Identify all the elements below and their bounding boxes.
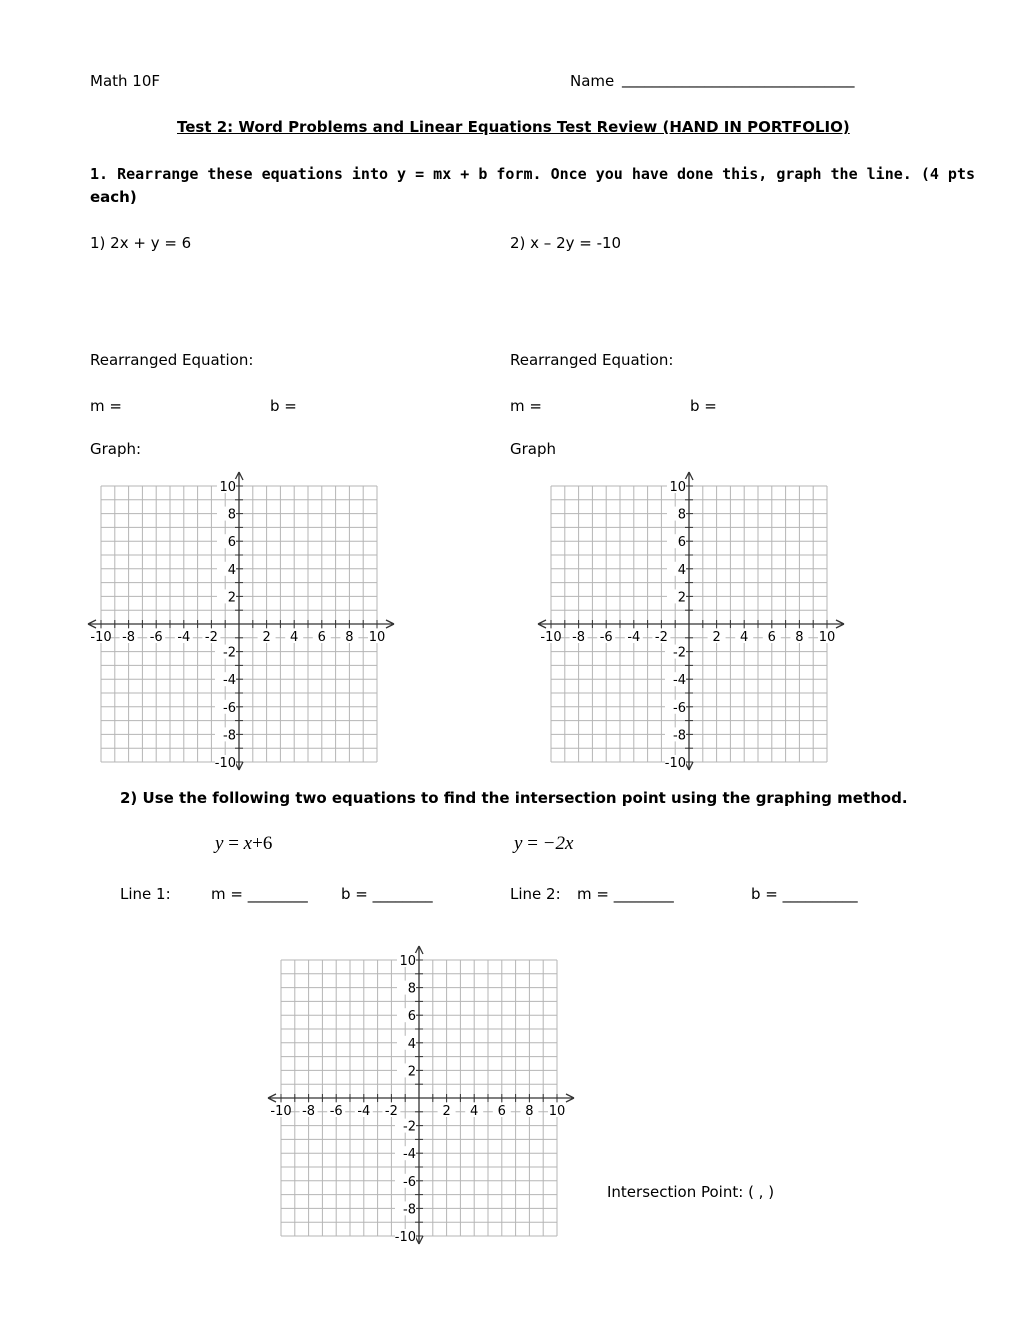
x-tick-label: -4 bbox=[357, 1104, 371, 1119]
coordinate-grid-2[interactable] bbox=[536, 470, 846, 776]
x-tick-label: 2 bbox=[712, 630, 721, 645]
rearranged-label-2: Rearranged Equation: bbox=[510, 351, 674, 369]
eq1-term1: x bbox=[243, 833, 253, 854]
x-tick-label: -4 bbox=[177, 630, 191, 645]
y-tick-label: -10 bbox=[664, 756, 686, 771]
m-label-1: m = bbox=[90, 397, 122, 415]
page-title: Test 2: Word Problems and Linear Equations Test Review (HAND IN PORTFOLIO) bbox=[177, 118, 850, 136]
y-tick-label: -10 bbox=[214, 756, 236, 771]
x-tick-label: 2 bbox=[262, 630, 271, 645]
q1-equation-1: 1) 2x + y = 6 bbox=[90, 234, 192, 252]
y-tick-label: -8 bbox=[403, 1202, 416, 1218]
x-tick-label: 10 bbox=[368, 630, 386, 645]
x-tick-label: -8 bbox=[302, 1104, 316, 1119]
graph-label-1: Graph: bbox=[90, 440, 142, 458]
y-tick-label: 2 bbox=[407, 1064, 416, 1080]
y-tick-label: 8 bbox=[677, 507, 686, 523]
y-tick-label: -10 bbox=[394, 1230, 416, 1245]
y-tick-label: 8 bbox=[407, 981, 416, 997]
x-tick-label: 4 bbox=[470, 1104, 479, 1119]
y-tick-label: -6 bbox=[403, 1174, 416, 1190]
y-tick-label: 8 bbox=[227, 507, 236, 523]
q2-equation-2 bbox=[514, 833, 573, 855]
coordinate-grid-1[interactable] bbox=[86, 470, 396, 776]
x-tick-label: 10 bbox=[818, 630, 836, 645]
rearranged-label-1: Rearranged Equation: bbox=[90, 351, 254, 369]
x-tick-label: -6 bbox=[329, 1104, 343, 1119]
x-tick-label: 6 bbox=[767, 630, 776, 645]
q1-instruction-line2: each) bbox=[90, 188, 137, 206]
x-tick-label: -2 bbox=[384, 1104, 398, 1119]
x-tick-label: 6 bbox=[497, 1104, 506, 1119]
x-tick-label: -2 bbox=[204, 630, 218, 645]
y-tick-label: 4 bbox=[677, 562, 686, 578]
x-tick-label: 4 bbox=[740, 630, 749, 645]
q2-instruction: 2) Use the following two equations to find the intersection point using the graphing method. bbox=[120, 789, 908, 807]
x-tick-label: -2 bbox=[654, 630, 668, 645]
line2-b-field[interactable]: b = __________ bbox=[751, 885, 858, 903]
x-tick-label: 2 bbox=[442, 1104, 451, 1119]
y-tick-label: 2 bbox=[227, 590, 236, 606]
grid-svg bbox=[266, 944, 576, 1246]
eq2-lhs: y bbox=[514, 833, 523, 854]
x-tick-label: 8 bbox=[345, 630, 354, 645]
y-tick-label: -4 bbox=[673, 673, 686, 689]
q1-equation-2: 2) x – 2y = -10 bbox=[510, 234, 622, 252]
y-tick-label: 6 bbox=[407, 1009, 416, 1025]
eq2-term1: −2x bbox=[542, 833, 574, 854]
y-tick-label: -8 bbox=[673, 728, 686, 744]
grid-svg bbox=[86, 470, 396, 772]
y-tick-label: 6 bbox=[677, 535, 686, 551]
eq2-equals: = bbox=[527, 833, 538, 854]
grid-svg bbox=[536, 470, 846, 772]
y-tick-label: -4 bbox=[403, 1147, 416, 1163]
graph-label-2: Graph bbox=[510, 440, 557, 458]
line1-b-field[interactable]: b = ________ bbox=[341, 885, 433, 903]
x-tick-label: -10 bbox=[90, 630, 112, 645]
line2-m-field[interactable]: m = ________ bbox=[577, 885, 674, 903]
y-tick-label: -4 bbox=[223, 673, 236, 689]
y-tick-label: -8 bbox=[223, 728, 236, 744]
y-tick-label: 4 bbox=[407, 1036, 416, 1052]
b-label-1: b = bbox=[270, 397, 297, 415]
y-tick-label: 10 bbox=[669, 480, 686, 495]
x-tick-label: -10 bbox=[270, 1104, 292, 1119]
y-tick-label: 10 bbox=[399, 954, 416, 969]
y-tick-label: 2 bbox=[677, 590, 686, 606]
x-tick-label: 10 bbox=[548, 1104, 566, 1119]
coordinate-grid-3[interactable] bbox=[266, 944, 576, 1250]
y-tick-label: -2 bbox=[223, 645, 236, 661]
x-tick-label: -6 bbox=[599, 630, 613, 645]
y-tick-label: -2 bbox=[673, 645, 686, 661]
q1-instruction-line1: 1. Rearrange these equations into y = mx + b form. Once you have done this, graph the line. (4 pts bbox=[90, 165, 976, 183]
name-blank[interactable]: _______________________________ bbox=[622, 70, 855, 88]
y-tick-label: 6 bbox=[227, 535, 236, 551]
x-tick-label: 6 bbox=[317, 630, 326, 645]
y-tick-label: 10 bbox=[219, 480, 236, 495]
name-label: Name bbox=[570, 72, 615, 90]
line1-m-field[interactable]: m = ________ bbox=[211, 885, 308, 903]
x-tick-label: -8 bbox=[122, 630, 136, 645]
x-tick-label: -6 bbox=[149, 630, 163, 645]
line1-label: Line 1: bbox=[120, 885, 171, 903]
x-tick-label: 8 bbox=[525, 1104, 534, 1119]
y-tick-label: -2 bbox=[403, 1119, 416, 1135]
intersection-point-label[interactable]: Intersection Point: ( , ) bbox=[607, 1183, 775, 1201]
x-tick-label: 8 bbox=[795, 630, 804, 645]
x-tick-label: -10 bbox=[540, 630, 562, 645]
m-label-2: m = bbox=[510, 397, 542, 415]
line2-label: Line 2: bbox=[510, 885, 561, 903]
y-tick-label: -6 bbox=[223, 700, 236, 716]
course-label: Math 10F bbox=[90, 72, 161, 90]
y-tick-label: 4 bbox=[227, 562, 236, 578]
eq1-equals: = bbox=[228, 833, 239, 854]
x-tick-label: -4 bbox=[627, 630, 641, 645]
b-label-2: b = bbox=[690, 397, 717, 415]
eq1-plus: + bbox=[252, 833, 263, 854]
eq1-term2: 6 bbox=[262, 833, 273, 854]
q2-equation-1 bbox=[215, 833, 272, 855]
x-tick-label: -8 bbox=[572, 630, 586, 645]
eq1-lhs: y bbox=[215, 833, 224, 854]
x-tick-label: 4 bbox=[290, 630, 299, 645]
y-tick-label: -6 bbox=[673, 700, 686, 716]
